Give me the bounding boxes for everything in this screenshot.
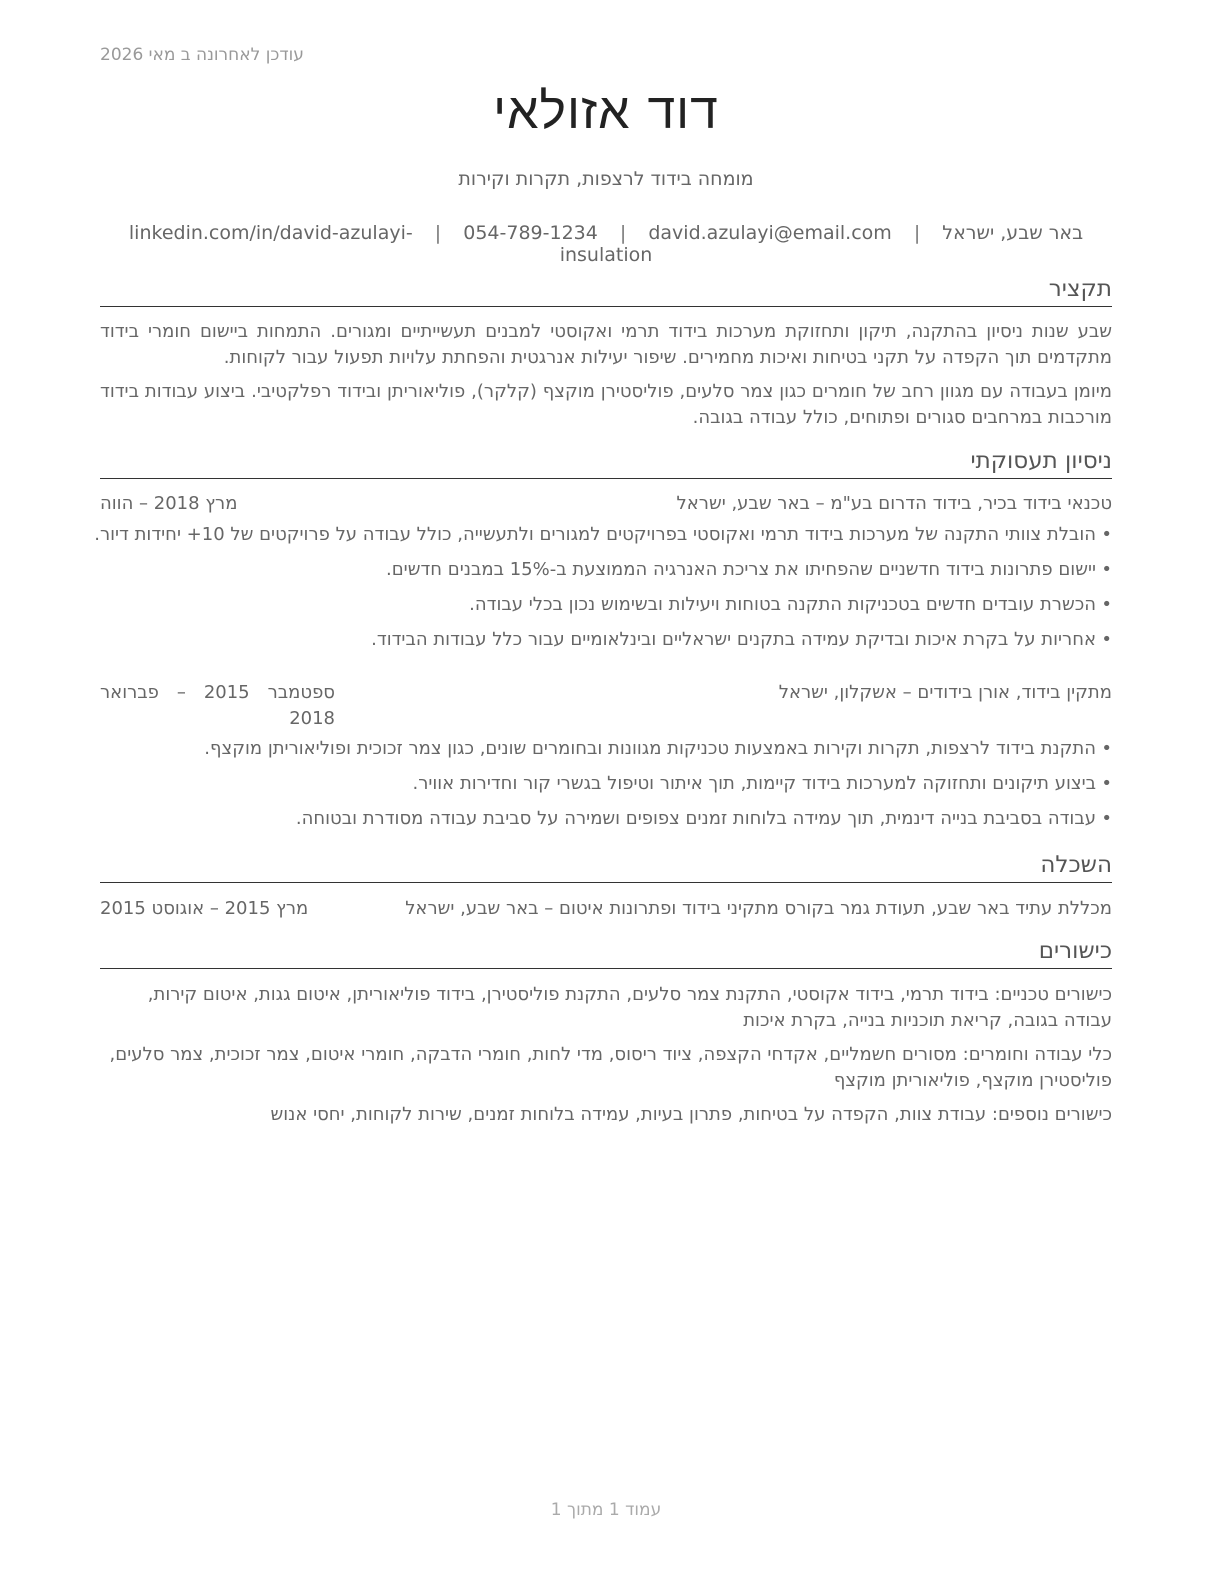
job-bullet: • עבודה בסביבת בנייה דינמית, תוך עמידה בלוחות זמנים צפופים ושמירה על סביבת עבודה מסודרת ובטוחה.: [94, 806, 1112, 832]
job-bullet: • הכשרת עובדים חדשים בטכניקות התקנה בטוחות ויעילות ובשימוש נכון בכלי עבודה.: [94, 592, 1112, 618]
last-updated-note: עודכן לאחרונה ב מאי 2026: [100, 45, 304, 65]
contact-separator: |: [913, 222, 921, 244]
job-bullet: • הובלת צוותי התקנה של מערכות בידוד תרמי ואקוסטי בפרויקטים למגורים ולתעשייה, כולל עבודה על פרויקטים של 10+ יחידות דיור.: [94, 522, 1112, 548]
job-role: טכנאי בידוד בכיר, בידוד הדרום בע"מ – באר שבע, ישראל: [676, 493, 1112, 514]
job-dates: ספטמבר 2015 – פברואר 2018: [100, 682, 335, 729]
skills-line: כישורים טכניים: בידוד תרמי, בידוד אקוסטי, התקנת צמר סלעים, התקנת פוליסטירן, בידוד פוליאוריתן, איטום גגות, איטום קירות, עבודה בגובה, קריאת תוכניות בנייה, בקרת איכות: [147, 984, 1112, 1031]
summary-paragraph: שבע שנות ניסיון בהתקנה, תיקון ותחזוקת מערכות בידוד תרמי ואקוסטי למבנים תעשייתיים ומגורים. התמחות ביישום חומרי בידוד מתקדמים תוך הקפדה על תקני בטיחות ואיכות מחמירים. שיפור יעילות אנרגטית והפחתת עלויות תפעול עבור לקוחות.: [100, 321, 1112, 368]
job-bullet: • ביצוע תיקונים ותחזוקה למערכות בידוד קיימות, תוך איתור וטיפול בגשרי קור וחדירות אוויר.: [94, 771, 1112, 797]
job-dates: מרץ 2018 – הווה: [100, 493, 238, 514]
education-dates: מרץ 2015 – אוגוסט 2015: [100, 898, 309, 919]
job-bullets: [94, 736, 1112, 841]
contact-phone[interactable]: 054-789-1234: [463, 222, 598, 244]
resume-page: [94, 0, 1112, 1584]
page-number: עמוד 1 מתוך 1: [550, 1500, 662, 1520]
section-title-summary: תקציר: [100, 274, 1112, 307]
job-bullet: • יישום פתרונות בידוד חדשניים שהפחיתו את צריכת האנרגיה הממוצעת ב-15% במבנים חדשים.: [94, 557, 1112, 583]
job-role: מתקין בידוד, אורן בידודים – אשקלון, ישראל: [778, 682, 1112, 703]
section-title-education: השכלה: [100, 850, 1112, 883]
section-title-skills: כישורים: [100, 936, 1112, 969]
candidate-headline: מומחה בידוד לרצפות, תקרות וקירות: [458, 168, 754, 190]
contact-location: באר שבע, ישראל: [942, 222, 1084, 244]
candidate-name: דוד אזולאי: [493, 82, 719, 140]
section-title-experience: ניסיון תעסוקתי: [100, 446, 1112, 479]
skills-line: כלי עבודה וחומרים: מסורים חשמליים, אקדחי הקצפה, ציוד ריסוס, מדי לחות, חומרי הדבקה, חומרי איטום, צמר זכוכית, צמר סלעים, פוליסטירן מוקצף, פוליאוריתן מוקצף: [109, 1044, 1112, 1091]
job-bullet: • אחריות על בקרת איכות ובדיקת עמידה בתקנים ישראליים ובינלאומיים עבור כלל עבודות הבידוד.: [94, 627, 1112, 653]
skills-line: כישורים נוספים: עבודת צוות, הקפדה על בטיחות, פתרון בעיות, עמידה בלוחות זמנים, שירות לקוחות, יחסי אנוש: [270, 1104, 1112, 1125]
contact-separator: |: [434, 222, 442, 244]
contact-separator: |: [619, 222, 627, 244]
job-bullets: [94, 522, 1112, 662]
contact-email[interactable]: david.azulayi@email.com: [648, 222, 892, 244]
job-bullet: • התקנת בידוד לרצפות, תקרות וקירות באמצעות טכניקות מגוונות ובחומרים שונים, כגון צמר זכוכית ופוליאוריתן מוקצף.: [94, 736, 1112, 762]
contact-line: [100, 222, 1112, 266]
contact-linkedin[interactable]: linkedin.com/in/david-azulayi-insulation: [128, 222, 653, 266]
summary-paragraph: מיומן בעבודה עם מגוון רחב של חומרים כגון צמר סלעים, פוליסטירן מוקצף (קלקר), פוליאוריתן ובידוד רפלקטיבי. ביצוע עבודות בידוד מורכבות במרחבים סגורים ופתוחים, כולל עבודה בגובה.: [100, 381, 1112, 428]
education-detail: מכללת עתיד באר שבע, תעודת גמר בקורס מתקיני בידוד ופתרונות איטום – באר שבע, ישראל: [405, 898, 1112, 919]
